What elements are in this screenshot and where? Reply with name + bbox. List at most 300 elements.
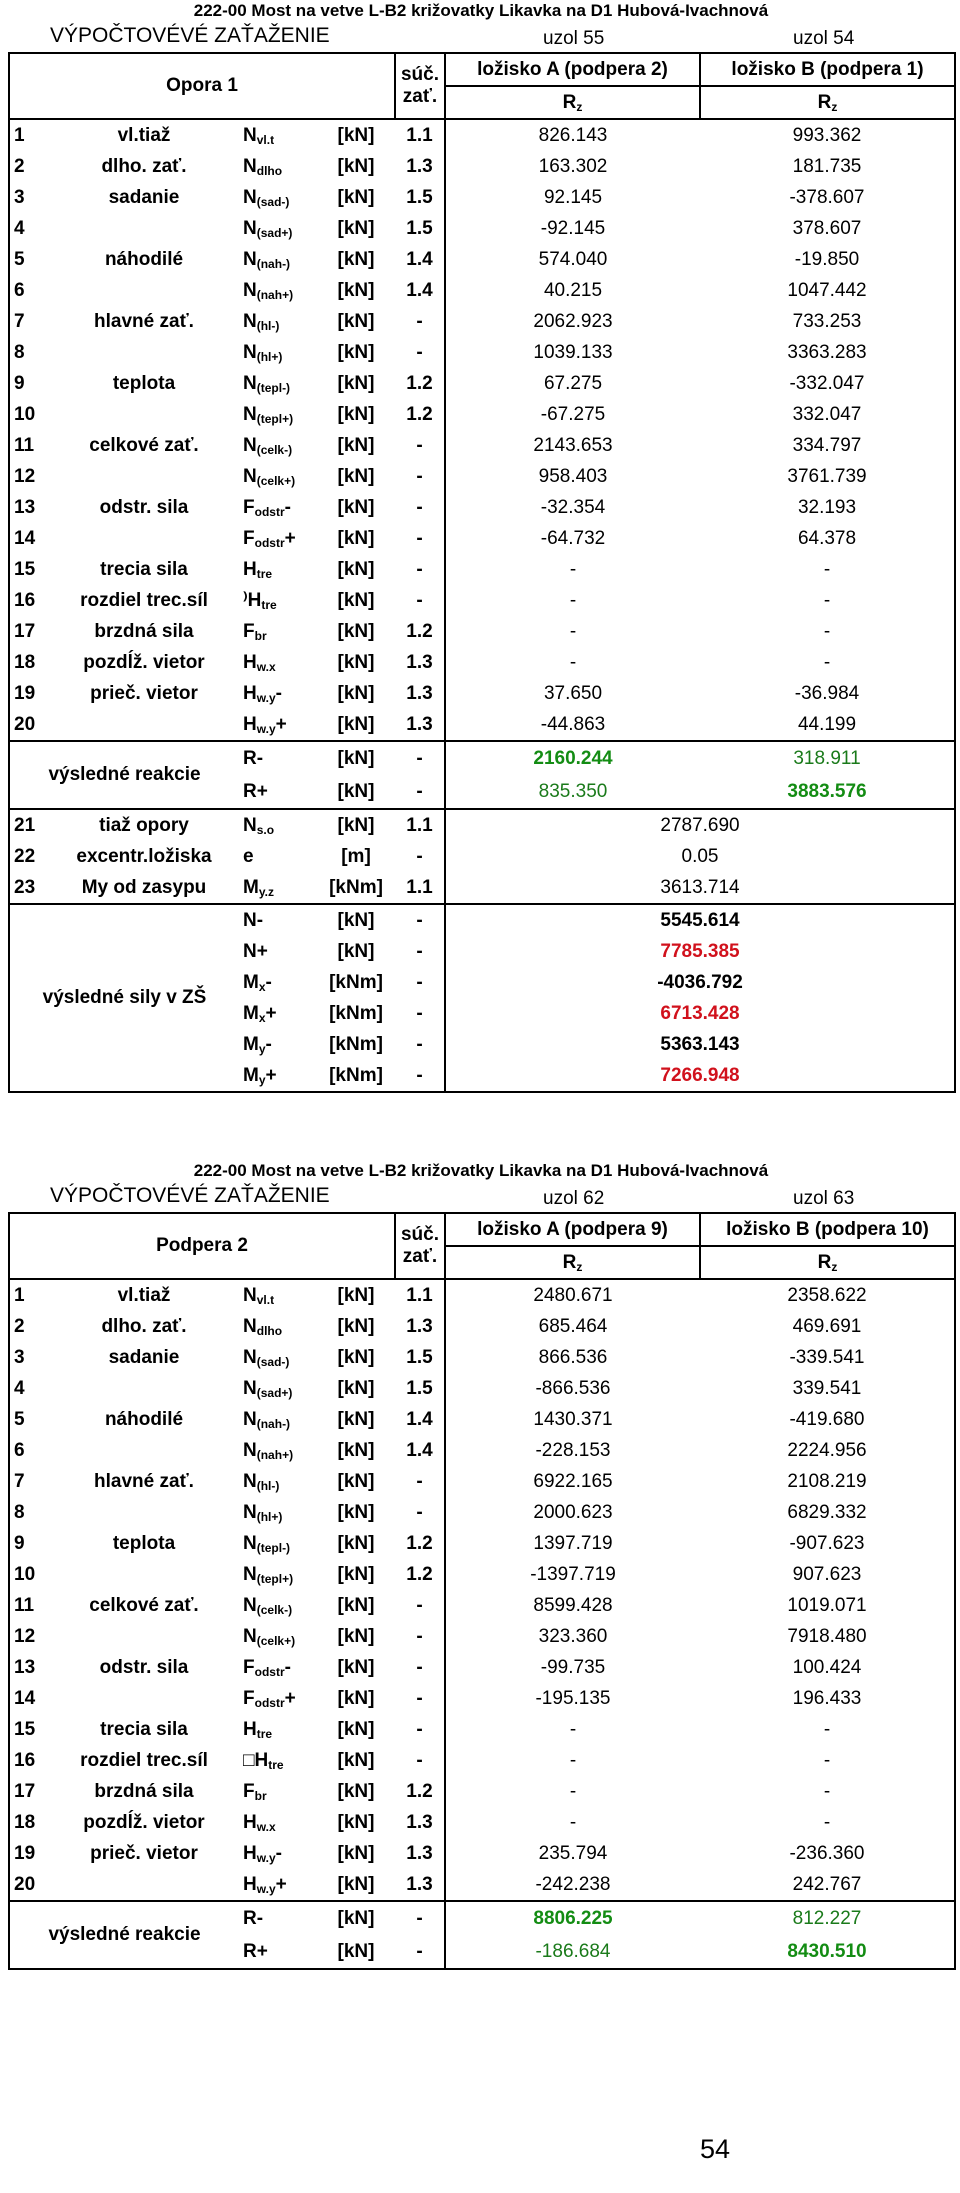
table-row bbox=[9, 306, 955, 337]
row-symbol bbox=[239, 1714, 317, 1745]
row-unit: [kN] bbox=[337, 682, 375, 704]
row-name: celkové zať. bbox=[89, 434, 199, 456]
force-factor: - bbox=[395, 998, 445, 1029]
coef-header-line-1: súč. bbox=[400, 1224, 440, 1245]
symbol-letter: N- bbox=[243, 909, 264, 931]
coef-header-line-1: súč. bbox=[400, 64, 440, 85]
row-symbol bbox=[239, 244, 317, 275]
row-value-a: - bbox=[569, 1718, 577, 1740]
row-number: 5 bbox=[9, 244, 49, 275]
row-name bbox=[49, 1683, 239, 1714]
row-unit: [kN] bbox=[337, 372, 375, 394]
table-row bbox=[9, 1621, 955, 1652]
row-value-b: 3761.739 bbox=[700, 461, 955, 492]
row-number: 15 bbox=[9, 554, 49, 585]
table-row bbox=[9, 1869, 955, 1901]
row-factor: - bbox=[395, 1652, 445, 1683]
row-factor: - bbox=[395, 337, 445, 368]
bearing-b-header: ložisko B (podpera 10) bbox=[700, 1213, 955, 1246]
symbol-sign: + bbox=[275, 1873, 287, 1895]
row-factor: - bbox=[395, 1683, 445, 1714]
table-row bbox=[9, 213, 955, 244]
result-unit: [kN] bbox=[317, 741, 395, 775]
row-factor: - bbox=[395, 1590, 445, 1621]
row-factor: - bbox=[395, 554, 445, 585]
symbol-letter: N bbox=[243, 1625, 257, 1647]
force-unit: [kN] bbox=[317, 904, 395, 936]
symbol-letter: N+ bbox=[243, 940, 268, 962]
row-number: 10 bbox=[9, 1559, 49, 1590]
row-value-a: -99.735 bbox=[540, 1656, 606, 1678]
symbol-subscript: tre bbox=[261, 598, 277, 612]
row-name: pozdĺž. vietor bbox=[83, 1811, 205, 1833]
row-value-b: 378.607 bbox=[700, 213, 955, 244]
load-table-2 bbox=[8, 1212, 956, 1970]
rz-subscript: z bbox=[831, 99, 838, 114]
section-subheader bbox=[8, 22, 954, 52]
row-unit: [kN] bbox=[337, 1656, 375, 1678]
force-symbol bbox=[239, 998, 317, 1029]
row-value-b: 469.691 bbox=[700, 1311, 955, 1342]
row-number: 20 bbox=[9, 709, 49, 741]
table-row bbox=[9, 1590, 955, 1621]
symbol-subscript: (sad+) bbox=[256, 225, 293, 240]
table-row bbox=[9, 399, 955, 430]
symbol-letter: N bbox=[243, 1470, 257, 1492]
row-unit: [kN] bbox=[337, 341, 375, 363]
table-row bbox=[9, 1683, 955, 1714]
row-number: 14 bbox=[9, 523, 49, 554]
row-symbol bbox=[239, 430, 317, 461]
row-value-a: -228.153 bbox=[535, 1439, 611, 1461]
row-number: 18 bbox=[9, 1807, 49, 1838]
row-value-b: -419.680 bbox=[700, 1404, 955, 1435]
row-number: 4 bbox=[9, 213, 49, 244]
row-value-a: 826.143 bbox=[445, 119, 700, 151]
result-value-b: 318.911 bbox=[700, 741, 955, 775]
row-unit: [kN] bbox=[337, 558, 375, 580]
table-row bbox=[9, 678, 955, 709]
symbol-subscript: (hl+) bbox=[256, 349, 283, 364]
row-value-a: 6922.165 bbox=[533, 1470, 613, 1492]
row-unit: [kN] bbox=[337, 1501, 375, 1523]
row-value-b: 64.378 bbox=[700, 523, 955, 554]
row-symbol bbox=[239, 809, 317, 841]
symbol-sign: - bbox=[265, 971, 272, 993]
row-number: 8 bbox=[9, 1497, 49, 1528]
row-unit: [kN] bbox=[337, 1749, 375, 1771]
row-factor: 1.5 bbox=[395, 213, 445, 244]
row-symbol bbox=[239, 1652, 317, 1683]
row-name: tiaž opory bbox=[99, 814, 189, 836]
force-symbol bbox=[239, 936, 317, 967]
bearing-a-header: ložisko A (podpera 9) bbox=[445, 1213, 700, 1246]
table-row bbox=[9, 1776, 955, 1807]
row-name bbox=[49, 1373, 239, 1404]
row-symbol bbox=[239, 119, 317, 151]
rz-letter: R bbox=[562, 91, 577, 113]
row-name: náhodilé bbox=[104, 1408, 184, 1430]
row-value-b: 332.047 bbox=[700, 399, 955, 430]
table-row bbox=[9, 244, 955, 275]
row-number: 9 bbox=[9, 368, 49, 399]
table-row bbox=[9, 616, 955, 647]
table-row bbox=[9, 1435, 955, 1466]
row-number: 3 bbox=[9, 182, 49, 213]
row-value-b: - bbox=[700, 554, 955, 585]
row-symbol bbox=[239, 461, 317, 492]
symbol-subscript: w.y bbox=[256, 1850, 276, 1865]
result-unit: [kN] bbox=[317, 1935, 395, 1969]
row-factor: 1.5 bbox=[395, 182, 445, 213]
force-factor: - bbox=[395, 904, 445, 936]
symbol-subscript: (nah-) bbox=[256, 256, 291, 271]
row-name: vl.tiaž bbox=[49, 119, 239, 151]
row-unit: [kN] bbox=[337, 527, 375, 549]
result-value-a: -186.684 bbox=[445, 1935, 700, 1969]
table-row bbox=[9, 1528, 955, 1559]
row-value-a: 67.275 bbox=[543, 372, 603, 394]
symbol-subscript: odstr bbox=[254, 1695, 285, 1710]
symbol-subscript: (tepl-) bbox=[256, 1540, 291, 1555]
row-symbol bbox=[239, 492, 317, 523]
row-number: 7 bbox=[9, 306, 49, 337]
row-name: brzdná sila bbox=[94, 1780, 194, 1802]
symbol-subscript: y.z bbox=[258, 884, 274, 899]
row-symbol bbox=[239, 554, 317, 585]
row-number: 10 bbox=[9, 399, 49, 430]
row-unit: [kN] bbox=[337, 1439, 375, 1461]
row-unit: [kN] bbox=[337, 217, 375, 239]
section-label-2: VÝPOČTOVÉVÉ ZAŤAŽENIE bbox=[50, 1184, 330, 1207]
symbol-subscript: (hl+) bbox=[256, 1509, 283, 1524]
row-name: trecia sila bbox=[100, 1718, 188, 1740]
row-symbol bbox=[239, 841, 317, 872]
result-factor: - bbox=[395, 1935, 445, 1969]
coef-header bbox=[395, 1213, 445, 1279]
symbol-subscript: (celk+) bbox=[256, 473, 296, 488]
row-symbol bbox=[239, 678, 317, 709]
symbol-subscript: (tepl-) bbox=[256, 380, 291, 395]
row-value-b: -907.623 bbox=[700, 1528, 955, 1559]
row-value-b: - bbox=[700, 585, 955, 616]
row-number: 13 bbox=[9, 492, 49, 523]
row-value-b: -339.541 bbox=[700, 1342, 955, 1373]
row-symbol bbox=[239, 368, 317, 399]
row-name: excentr.ložiska bbox=[76, 845, 212, 867]
symbol-letter: N bbox=[243, 279, 257, 301]
row-number: 11 bbox=[9, 1590, 49, 1621]
row-number: 18 bbox=[9, 647, 49, 678]
row-name: brzdná sila bbox=[94, 620, 194, 642]
symbol-letter: N bbox=[243, 465, 257, 487]
symbol-subscript: (nah+) bbox=[256, 287, 294, 302]
coef-header bbox=[395, 53, 445, 119]
row-value-a: 37.650 bbox=[543, 682, 603, 704]
page-number: 54 bbox=[700, 2134, 731, 2164]
row-unit: [kN] bbox=[337, 651, 375, 673]
row-factor: - bbox=[395, 492, 445, 523]
row-factor: 1.5 bbox=[395, 1342, 445, 1373]
row-number: 21 bbox=[9, 809, 49, 841]
result-value-a: 8806.225 bbox=[445, 1901, 700, 1935]
row-number: 19 bbox=[9, 678, 49, 709]
row-symbol bbox=[239, 1590, 317, 1621]
table-row bbox=[9, 1807, 955, 1838]
rz-letter: R bbox=[562, 1251, 577, 1273]
row-value-b: 242.767 bbox=[700, 1869, 955, 1901]
row-symbol bbox=[239, 1621, 317, 1652]
row-symbol bbox=[239, 1404, 317, 1435]
load-table-1-body bbox=[9, 53, 955, 1092]
row-value-a: -44.863 bbox=[540, 713, 606, 735]
symbol-sign: - bbox=[284, 496, 291, 518]
symbol-subscript: (nah-) bbox=[256, 1416, 291, 1431]
row-value-b: - bbox=[700, 647, 955, 678]
symbol-sign: + bbox=[284, 527, 296, 549]
symbol-subscript: tre bbox=[268, 1757, 284, 1772]
row-unit: [kN] bbox=[337, 1718, 375, 1740]
row-factor: 1.2 bbox=[395, 616, 445, 647]
row-symbol bbox=[239, 872, 317, 904]
result-value-b: 3883.576 bbox=[700, 775, 955, 809]
rz-header-b bbox=[700, 1246, 955, 1279]
row-number: 12 bbox=[9, 461, 49, 492]
symbol-letter: N bbox=[243, 341, 257, 363]
force-symbol bbox=[239, 967, 317, 998]
symbol-letter: N bbox=[243, 248, 257, 270]
row-name: sadanie bbox=[108, 186, 180, 208]
row-unit: [kN] bbox=[337, 1780, 375, 1802]
row-symbol bbox=[239, 1435, 317, 1466]
table-row bbox=[9, 1342, 955, 1373]
row-factor: 1.3 bbox=[395, 709, 445, 741]
document-title: 222-00 Most na vetve L-B2 križovatky Likavka na D1 Hubová-Ivachnová bbox=[193, 1, 769, 20]
row-unit: [kN] bbox=[337, 155, 375, 177]
row-factor: 1.1 bbox=[395, 872, 445, 904]
rz-subscript: z bbox=[576, 99, 583, 114]
row-value-b: - bbox=[700, 1776, 955, 1807]
row-unit: [kN] bbox=[337, 310, 375, 332]
row-value-b: 2108.219 bbox=[700, 1466, 955, 1497]
symbol-letter: ⁾H bbox=[243, 590, 262, 611]
symbol-subscript: odstr bbox=[254, 535, 285, 550]
symbol-subscript: w.y bbox=[256, 1881, 276, 1896]
row-unit: [kN] bbox=[337, 620, 375, 642]
result-factor: - bbox=[395, 741, 445, 775]
symbol-letter: M bbox=[243, 1002, 259, 1024]
row-value-a: 8599.428 bbox=[533, 1594, 613, 1616]
row-factor: 1.4 bbox=[395, 1435, 445, 1466]
row-factor: 1.2 bbox=[395, 1776, 445, 1807]
row-symbol bbox=[239, 151, 317, 182]
symbol-letter: M bbox=[243, 1064, 259, 1086]
row-value-b: 733.253 bbox=[700, 306, 955, 337]
symbol-sign: - bbox=[284, 1656, 291, 1678]
row-name: dlho. zať. bbox=[101, 1315, 187, 1337]
symbol-sign: - bbox=[265, 1033, 272, 1055]
row-value-a: - bbox=[569, 1780, 577, 1802]
symbol-letter: N bbox=[243, 434, 257, 456]
force-factor: - bbox=[395, 1029, 445, 1060]
support-name: Opora 1 bbox=[9, 53, 395, 119]
row-factor: - bbox=[395, 841, 445, 872]
row-symbol bbox=[239, 1838, 317, 1869]
symbol-subscript: (celk-) bbox=[256, 1602, 293, 1617]
row-value-a: - bbox=[569, 620, 577, 642]
row-factor: - bbox=[395, 306, 445, 337]
row-number: 3 bbox=[9, 1342, 49, 1373]
node-a-label-2: uzol 62 bbox=[543, 1188, 605, 1209]
header-row-1 bbox=[9, 53, 955, 86]
symbol-letter: F bbox=[243, 620, 255, 642]
symbol-subscript: y bbox=[258, 1072, 266, 1087]
table-row bbox=[9, 585, 955, 616]
row-name bbox=[49, 1497, 239, 1528]
symbol-letter: F bbox=[243, 1656, 255, 1678]
symbol-letter: N bbox=[243, 310, 257, 332]
node-b-label-2: uzol 63 bbox=[793, 1188, 855, 1209]
row-number: 23 bbox=[9, 872, 49, 904]
row-unit: [kN] bbox=[337, 1346, 375, 1368]
symbol-letter: F bbox=[243, 496, 255, 518]
row-symbol bbox=[239, 1311, 317, 1342]
row-value-a: -866.536 bbox=[535, 1377, 611, 1399]
symbol-subscript: tre bbox=[256, 1726, 273, 1741]
symbol-letter: N bbox=[243, 1408, 257, 1430]
table-row bbox=[9, 492, 955, 523]
result-unit: [kN] bbox=[317, 1901, 395, 1935]
row-symbol bbox=[239, 1807, 317, 1838]
row-name: celkové zať. bbox=[89, 1594, 199, 1616]
row-factor: 1.2 bbox=[395, 368, 445, 399]
table-row bbox=[9, 1279, 955, 1311]
symbol-sign: - bbox=[275, 682, 282, 704]
symbol-letter: N bbox=[243, 1563, 257, 1585]
symbol-letter: N bbox=[243, 124, 257, 146]
result-value-a: 2160.244 bbox=[445, 741, 700, 775]
row-symbol bbox=[239, 1559, 317, 1590]
table-row bbox=[9, 1714, 955, 1745]
row-value-a: 1397.719 bbox=[533, 1532, 613, 1554]
row-value-b: 907.623 bbox=[700, 1559, 955, 1590]
force-factor: - bbox=[395, 1060, 445, 1092]
symbol-letter: □H bbox=[243, 1749, 269, 1771]
symbol-letter: F bbox=[243, 1687, 255, 1709]
row-factor: 1.2 bbox=[395, 1528, 445, 1559]
result-value-b: 812.227 bbox=[700, 1901, 955, 1935]
row-name: teplota bbox=[112, 1532, 176, 1554]
row-factor: - bbox=[395, 461, 445, 492]
symbol-sign: - bbox=[275, 1842, 282, 1864]
row-name: vl.tiaž bbox=[49, 1279, 239, 1311]
row-value-b: -378.607 bbox=[700, 182, 955, 213]
row-name bbox=[49, 523, 239, 554]
symbol-letter: H bbox=[243, 713, 257, 735]
symbol-letter: H bbox=[243, 651, 257, 673]
result-value-a: 835.350 bbox=[445, 775, 700, 809]
row-name bbox=[49, 709, 239, 741]
row-value-b: -332.047 bbox=[700, 368, 955, 399]
symbol-subscript: (sad-) bbox=[256, 194, 290, 209]
result-factor: - bbox=[395, 775, 445, 809]
load-table-2-body bbox=[9, 1213, 955, 1969]
row-name: hlavné zať. bbox=[94, 310, 194, 332]
row-number: 2 bbox=[9, 1311, 49, 1342]
row-value-a: 2000.623 bbox=[533, 1501, 613, 1523]
row-value-a: -64.732 bbox=[540, 527, 606, 549]
row-value-b: 32.193 bbox=[700, 492, 955, 523]
symbol-letter: M bbox=[243, 971, 259, 993]
section-subheader-2 bbox=[8, 1182, 954, 1212]
symbol-subscript: x bbox=[258, 1010, 266, 1025]
row-name: hlavné zať. bbox=[94, 1470, 194, 1492]
row-number: 11 bbox=[9, 430, 49, 461]
force-value: 6713.428 bbox=[445, 998, 955, 1029]
symbol-letter: F bbox=[243, 1780, 255, 1802]
row-factor: 1.4 bbox=[395, 244, 445, 275]
row-value-b: -19.850 bbox=[700, 244, 955, 275]
row-unit: [kN] bbox=[337, 434, 375, 456]
row-unit: [kN] bbox=[317, 1279, 395, 1311]
row-number: 2 bbox=[9, 151, 49, 182]
row-symbol bbox=[239, 585, 317, 616]
force-unit: [kNm] bbox=[329, 1033, 383, 1055]
row-name: náhodilé bbox=[104, 248, 184, 270]
section-podpera-2 bbox=[8, 1160, 954, 1970]
row-value-a: -92.145 bbox=[540, 217, 606, 239]
row-symbol bbox=[239, 1279, 317, 1311]
row-value-a: - bbox=[569, 1811, 577, 1833]
symbol-letter: N bbox=[243, 1315, 257, 1337]
row-value-b: 100.424 bbox=[700, 1652, 955, 1683]
table-row bbox=[9, 430, 955, 461]
row-value-a: 866.536 bbox=[538, 1346, 608, 1368]
row-symbol bbox=[239, 1745, 317, 1776]
symbol-subscript: odstr bbox=[254, 504, 285, 519]
row-unit: [kN] bbox=[337, 589, 375, 611]
row-unit: [kN] bbox=[337, 186, 375, 208]
row-factor: 1.3 bbox=[395, 647, 445, 678]
symbol-subscript: (celk-) bbox=[256, 442, 293, 457]
table-row bbox=[9, 461, 955, 492]
row-unit: [kN] bbox=[337, 1687, 375, 1709]
table-row bbox=[9, 1373, 955, 1404]
row-unit: [m] bbox=[341, 845, 371, 867]
force-value: 7266.948 bbox=[445, 1060, 955, 1092]
row-factor: 1.1 bbox=[395, 1279, 445, 1311]
row-value-a: -242.238 bbox=[535, 1873, 611, 1895]
support-name: Podpera 2 bbox=[9, 1213, 395, 1279]
row-factor: 1.3 bbox=[395, 151, 445, 182]
symbol-letter: N bbox=[243, 186, 257, 208]
table-row bbox=[9, 275, 955, 306]
row-value-b: 334.797 bbox=[700, 430, 955, 461]
symbol-subscript: vl.t bbox=[256, 132, 275, 147]
force-factor: - bbox=[395, 967, 445, 998]
row-name bbox=[49, 399, 239, 430]
row-symbol bbox=[239, 306, 317, 337]
row-factor: - bbox=[395, 1714, 445, 1745]
row-symbol bbox=[239, 399, 317, 430]
row-value-a: 163.302 bbox=[538, 155, 608, 177]
row-number: 12 bbox=[9, 1621, 49, 1652]
row-factor: - bbox=[395, 523, 445, 554]
force-unit: [kNm] bbox=[329, 971, 383, 993]
symbol-letter: N bbox=[243, 1594, 257, 1616]
row-value-a: 1039.133 bbox=[533, 341, 613, 363]
result-symbol: R+ bbox=[239, 775, 317, 809]
